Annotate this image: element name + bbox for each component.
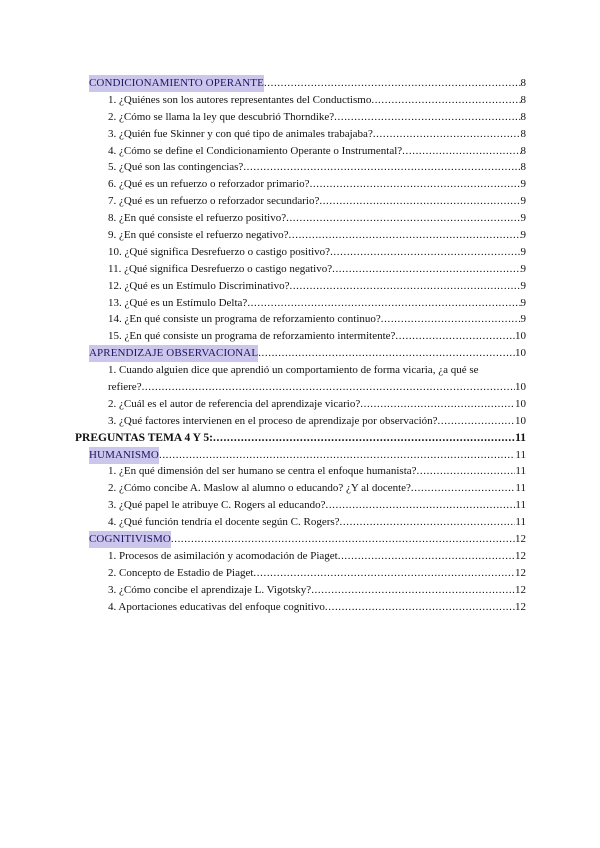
dot-leader — [334, 109, 520, 126]
toc-entry[interactable] — [75, 143, 526, 160]
toc-page-number: 8 — [520, 161, 526, 174]
toc-entry-text: 15. ¿En qué consiste un programa de reforzamiento intermitente? — [108, 330, 396, 343]
toc-entry-text: 5. ¿Qué son las contingencias? — [108, 161, 244, 174]
toc-entry-text: 3. ¿Cómo concibe el aprendizaje L. Vigotsky? — [108, 583, 312, 596]
toc-page-number: 8 — [520, 110, 526, 123]
toc-section-title: CONDICIONAMIENTO OPERANTE — [89, 75, 264, 92]
toc-page-number: 9 — [520, 262, 526, 275]
dot-leader — [395, 328, 515, 345]
toc-page-number: 9 — [520, 245, 526, 258]
dot-leader — [402, 143, 520, 160]
toc-entry[interactable] — [75, 227, 526, 244]
toc-entry-text: 9. ¿En qué consiste el refuerzo negativo? — [108, 229, 289, 241]
toc-entry-text: 4. ¿Qué función tendría el docente según C. Rogers? — [108, 516, 340, 529]
toc-page-number: 12 — [515, 533, 526, 546]
toc-entry[interactable] — [75, 109, 526, 126]
toc-page-number: 8 — [520, 76, 526, 89]
toc-entry-text: 3. ¿Quién fue Skinner y con qué tipo de animales trabajaba? — [108, 127, 373, 140]
toc-section[interactable] — [75, 345, 526, 362]
toc-section-title: HUMANISMO — [89, 447, 159, 464]
toc-page-number: 8 — [520, 127, 526, 140]
toc-entry-text: 12. ¿Qué es un Estímulo Discriminativo? — [108, 279, 290, 292]
dot-leader — [381, 311, 521, 328]
dot-leader — [286, 210, 520, 227]
toc-entry-text: 3. ¿Qué papel le atribuye C. Rogers al educando? — [108, 499, 326, 512]
toc-entry[interactable] — [75, 126, 526, 143]
toc-entry[interactable] — [75, 193, 526, 210]
toc-entry-text: 10. ¿Qué significa Desrefuerzo o castigo positivo? — [108, 245, 331, 258]
dot-leader — [258, 345, 515, 362]
toc-entry[interactable] — [75, 514, 526, 531]
table-of-contents — [75, 75, 526, 616]
dot-leader — [289, 278, 520, 295]
toc-page-number: 9 — [520, 212, 526, 225]
toc-entry[interactable] — [75, 311, 526, 328]
dot-leader — [438, 413, 515, 430]
toc-page-number: 10 — [515, 414, 526, 427]
dot-leader — [247, 295, 520, 312]
toc-entry[interactable] — [75, 261, 526, 278]
dot-leader — [340, 514, 516, 531]
toc-section-title: APRENDIZAJE OBSERVACIONAL — [89, 345, 258, 362]
toc-entry[interactable] — [75, 582, 526, 599]
toc-page-number: 10 — [515, 347, 526, 360]
toc-section-title: COGNITIVISMO — [89, 531, 171, 548]
toc-entry-text: 2. Concepto de Estadio de Piaget — [108, 566, 254, 579]
toc-entry[interactable] — [75, 278, 526, 295]
toc-page-number: 9 — [520, 313, 526, 326]
dot-leader — [373, 126, 521, 143]
dot-leader — [332, 261, 520, 278]
toc-entry[interactable] — [75, 396, 526, 413]
toc-entry[interactable] — [75, 328, 526, 345]
dot-leader — [417, 463, 516, 480]
toc-page-number: 9 — [520, 195, 526, 208]
toc-entry-text: 1. ¿Quiénes son los autores representantes del Conductismo — [108, 93, 372, 106]
toc-page-number: 11 — [515, 465, 526, 478]
toc-entry[interactable] — [75, 497, 526, 514]
toc-page-number: 10 — [515, 397, 526, 410]
toc-entry-text: 7. ¿Qué es un refuerzo o reforzador secundario? — [108, 195, 320, 208]
toc-entry-text: 3. ¿Qué factores intervienen en el proceso de aprendizaje por observación? — [108, 414, 438, 427]
toc-entry-text: 2. ¿Cómo concibe A. Maslow al alumno o educando? ¿Y al docente? — [108, 482, 411, 495]
toc-page-number: 8 — [520, 93, 526, 106]
dot-leader — [325, 497, 515, 514]
dot-leader — [213, 430, 515, 447]
toc-page-number: 10 — [515, 330, 526, 343]
dot-leader — [142, 379, 515, 396]
toc-entry[interactable] — [75, 413, 526, 430]
dot-leader — [171, 531, 515, 548]
toc-entry[interactable] — [75, 464, 526, 481]
toc-section[interactable] — [75, 75, 526, 92]
toc-entry-text: 2. ¿Cuál es el autor de referencia del aprendizaje vicario? — [108, 397, 361, 410]
toc-entry-text: 6. ¿Qué es un refuerzo o reforzador primario? — [108, 178, 310, 191]
toc-entry[interactable] — [75, 362, 526, 396]
toc-entry[interactable] — [75, 548, 526, 565]
toc-entry-text: 11. ¿Qué significa Desrefuerzo o castigo negativo? — [108, 262, 333, 275]
dot-leader — [325, 599, 515, 616]
toc-entry[interactable] — [75, 480, 526, 497]
toc-entry[interactable] — [75, 92, 526, 109]
toc-page-number: 11 — [515, 499, 526, 512]
dot-leader — [360, 396, 515, 413]
toc-entry[interactable] — [75, 159, 526, 176]
toc-entry[interactable] — [75, 295, 526, 312]
toc-page-number: 12 — [515, 566, 526, 579]
toc-page-number: 8 — [520, 144, 526, 157]
dot-leader — [243, 159, 520, 176]
dot-leader — [253, 565, 515, 582]
toc-entry-text: 14. ¿En qué consiste un programa de reforzamiento continuo? — [108, 313, 381, 326]
dot-leader — [289, 227, 521, 244]
toc-page-number: 11 — [515, 516, 526, 529]
toc-entry[interactable] — [75, 176, 526, 193]
toc-entry-text: 8. ¿En qué consiste el refuerzo positivo? — [108, 212, 287, 225]
toc-page-number: 11 — [515, 448, 526, 461]
toc-entry[interactable] — [75, 210, 526, 227]
toc-page-number: 9 — [520, 178, 526, 191]
dot-leader — [310, 176, 521, 193]
dot-leader — [264, 75, 521, 92]
toc-entry-text: 13. ¿Qué es un Estímulo Delta? — [108, 296, 248, 309]
toc-entry[interactable] — [75, 599, 526, 616]
toc-page-number: 9 — [520, 279, 526, 292]
toc-page-number: 12 — [515, 549, 526, 562]
dot-leader — [330, 244, 520, 261]
toc-section[interactable] — [75, 447, 526, 464]
dot-leader — [338, 548, 515, 565]
toc-entry[interactable] — [75, 244, 526, 261]
toc-page-number: 9 — [520, 229, 526, 241]
toc-heading[interactable] — [75, 430, 526, 447]
toc-entry[interactable] — [75, 565, 526, 582]
toc-entry-text-continued: refiere? — [108, 381, 142, 394]
toc-page-number: 10 — [515, 381, 526, 394]
dot-leader — [319, 193, 520, 210]
toc-entry-text: 1. Cuando alguien dice que aprendió un comportamiento de forma vicaria, ¿a qué se — [108, 364, 479, 377]
toc-section[interactable] — [75, 531, 526, 548]
dot-leader — [159, 447, 515, 464]
toc-page-number: 12 — [515, 600, 526, 613]
toc-page-number: 11 — [515, 482, 526, 495]
toc-entry-text: 2. ¿Cómo se llama la ley que descubrió Thorndike? — [108, 110, 335, 123]
toc-entry-text: 4. Aportaciones educativas del enfoque cognitivo — [108, 600, 325, 613]
toc-entry-text: PREGUNTAS TEMA 4 Y 5: — [75, 431, 214, 444]
toc-entry-text: 1. ¿En qué dimensión del ser humano se centra el enfoque humanista? — [108, 465, 417, 478]
toc-page-number: 9 — [520, 296, 526, 309]
dot-leader — [371, 92, 520, 109]
toc-entry-text: 1. Procesos de asimilación y acomodación de Piaget — [108, 549, 338, 562]
dot-leader — [411, 480, 515, 497]
toc-page-number: 12 — [515, 583, 526, 596]
toc-entry-text: 4. ¿Cómo se define el Condicionamiento Operante o Instrumental? — [108, 144, 403, 157]
toc-page-number: 11 — [515, 431, 526, 444]
dot-leader — [311, 582, 515, 599]
